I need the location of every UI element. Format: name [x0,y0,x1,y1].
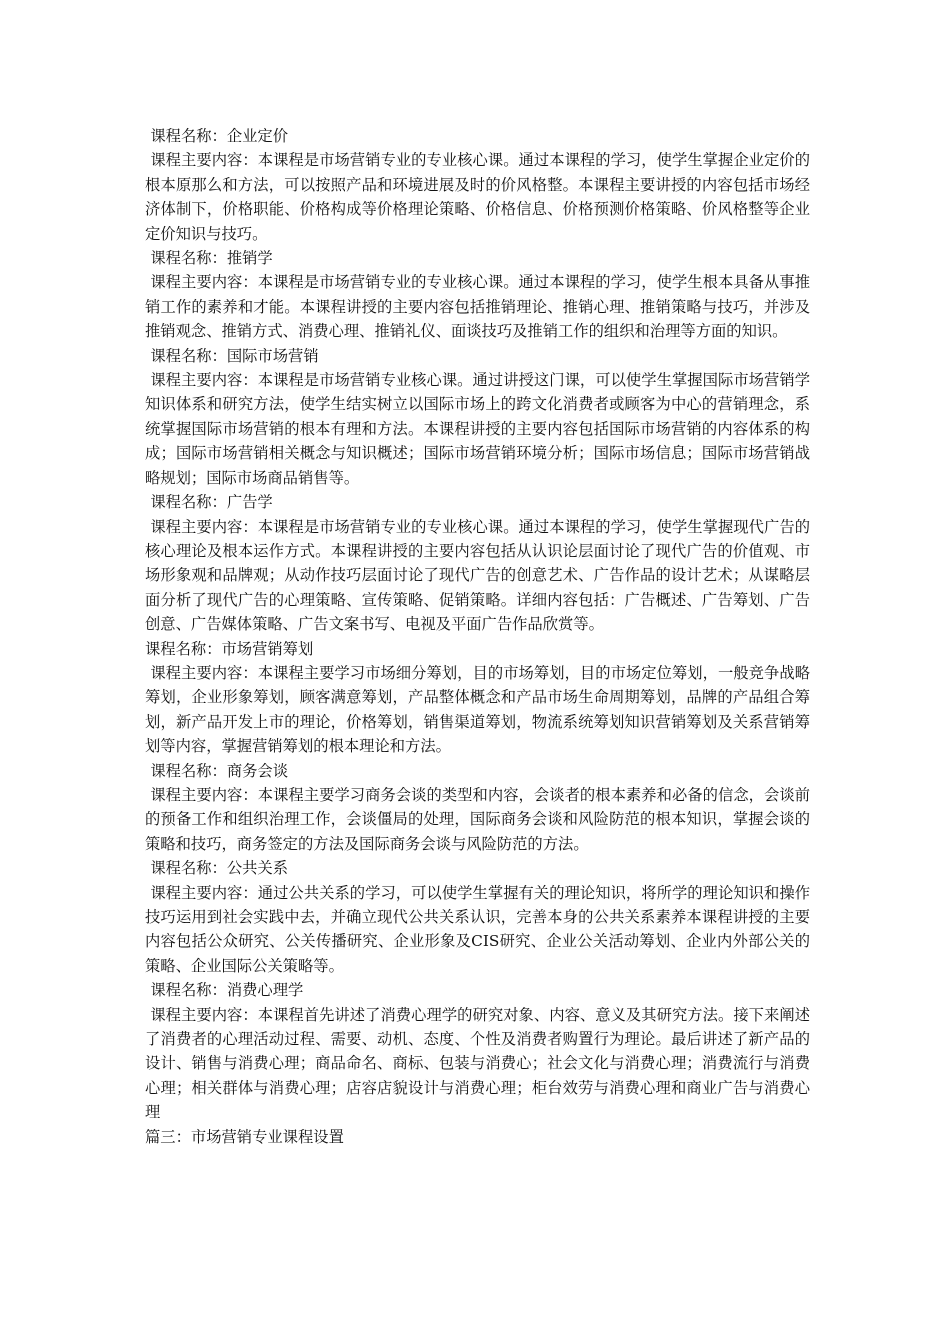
course-content: 课程主要内容：本课程主要学习市场细分筹划，目的市场筹划，目的市场定位筹划，一般竞争战略筹划，企业形象筹划，顾客满意筹划，产品整体概念和产品市场生命周期筹划，品牌的产品组合筹划，新产品开发上市的理论，价格筹划，销售渠道筹划，物流系统筹划知识营销筹划及关系营销筹划等内容，掌握营销筹划的根本理论和方法。 [145,663,810,756]
course-title: 课程名称：广告学 [150,493,273,512]
course-title: 课程名称：推销学 [150,249,273,268]
course-content: 课程主要内容：本课程是市场营销专业的专业核心课。通过本课程的学习，使学生掌握企业定价的根本原那么和方法，可以按照产品和环境进展及时的价风格整。本课程主要讲授的内容包括市场经济体制下，价格职能、价格构成等价格理论策略、价格信息、价格预测价格策略、价风格整等企业定价知识与技巧。 [145,151,810,243]
course-content: 课程主要内容：本课程是市场营销专业核心课。通过讲授这门课，可以使学生掌握国际市场营销学知识体系和研究方法，使学生结实树立以国际市场上的跨文化消费者或顾客为中心的营销理念，系统掌握国际市场营销的根本有理和方法。本课程讲授的主要内容包括国际市场营销的内容体系的构成；国际市场营销相关概念与知识概述；国际市场营销环境分析；国际市场信息；国际市场营销战略规划；国际市场商品销售等。 [145,371,810,487]
course-title: 课程名称：商务会谈 [150,761,289,780]
course-title: 课程名称：市场营销筹划 [145,639,314,658]
course-content: 课程主要内容：本课程首先讲述了消费心理学的研究对象、内容、意义及其研究方法。接下来阐述了消费者的心理活动过程、需要、动机、态度、个性及消费者购置行为理论。最后讲述了新产品的设计、销售与消费心理；商品命名、商标、包装与消费心；社会文化与消费心理；消费流行与消费心理；相关群体与消费心理；店容店貌设计与消费心理；柜台效劳与消费心理和商业广告与消费心理 [145,1005,810,1122]
course-title: 课程名称：消费心理学 [150,981,304,1000]
document-body [145,124,810,1149]
course-title: 课程名称：公共关系 [150,859,289,878]
section-heading: 篇三：市场营销专业课程设置 [145,1127,344,1146]
course-content: 课程主要内容：本课程是市场营销专业的专业核心课。通过本课程的学习，使学生掌握现代广告的核心理论及根本运作方式。本课程讲授的主要内容包括从认识论层面讨论了现代广告的价值观、市场形象观和品牌观；从动作技巧层面讨论了现代广告的创意艺术、广告作品的设计艺术；从谋略层面分析了现代广告的心理策略、宣传策略、促销策略。详细内容包括：广告概述、广告筹划、广告创意、广告媒体策略、广告文案书写、电视及平面广告作品欣赏等。 [145,517,810,634]
course-content: 课程主要内容：本课程主要学习商务会谈的类型和内容，会谈者的根本素养和必备的信念，会谈前的预备工作和组织治理工作，会谈僵局的处理，国际商务会谈和风险防范的根本知识，掌握会谈的策略和技巧，商务签定的方法及国际商务会谈与风险防范的方法。 [145,785,810,853]
course-title: 课程名称：国际市场营销 [150,346,319,365]
course-content: 课程主要内容：本课程是市场营销专业的专业核心课。通过本课程的学习，使学生根本具备从事推销工作的素养和才能。本课程讲授的主要内容包括推销理论、推销心理、推销策略与技巧，并涉及推销观念、推销方式、消费心理、推销礼仪、面谈技巧及推销工作的组织和治理等方面的知识。 [145,273,810,341]
course-title: 课程名称：企业定价 [150,127,289,145]
course-content: 课程主要内容：通过公共关系的学习，可以使学生掌握有关的理论知识，将所学的理论知识和操作技巧运用到社会实践中去，并确立现代公共关系认识，完善本身的公共关系素养本课程讲授的主要内容包括公众研究、公关传播研究、企业形象及CIS研究、企业公关活动筹划、企业内外部公关的策略、企业国际公关策略等。 [145,883,810,975]
